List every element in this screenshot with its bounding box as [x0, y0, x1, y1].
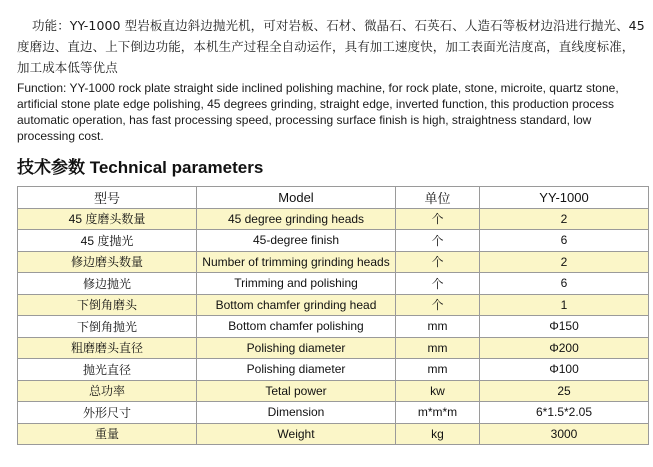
table-row: [18, 208, 649, 230]
technical-parameters-table: [17, 186, 649, 445]
cell-unit: 个: [396, 294, 480, 316]
table-row: [18, 423, 649, 445]
cell-cn: 重量: [18, 423, 197, 445]
cell-en: 45 degree grinding heads: [197, 208, 396, 230]
cell-unit: mm: [396, 359, 480, 381]
cell-unit: 个: [396, 230, 480, 252]
table-row: [18, 380, 649, 402]
table-row: [18, 294, 649, 316]
cell-en: Tetal power: [197, 380, 396, 402]
cell-value: 1: [480, 294, 649, 316]
table-row: [18, 230, 649, 252]
cell-en: Bottom chamfer polishing: [197, 316, 396, 338]
cell-unit: mm: [396, 337, 480, 359]
header-en: Model: [197, 187, 396, 209]
cell-en: Trimming and polishing: [197, 273, 396, 295]
cell-value: 3000: [480, 423, 649, 445]
table-row: [18, 316, 649, 338]
cell-en: Number of trimming grinding heads: [197, 251, 396, 273]
cell-unit: 个: [396, 251, 480, 273]
cell-unit: mm: [396, 316, 480, 338]
cell-cn: 总功率: [18, 380, 197, 402]
cell-cn: 外形尺寸: [18, 402, 197, 424]
header-unit: 单位: [396, 187, 480, 209]
cell-value: Φ150: [480, 316, 649, 338]
cell-value: Φ100: [480, 359, 649, 381]
intro-chinese-text: 功能：YY-1000 型岩板直边斜边抛光机，可对岩板、石材、微晶石、石英石、人造石等板材边沿进行抛光、45度磨边、直边、上下倒边功能，本机生产过程全自动运作，具有加工速度快，加工表面光洁度高，直线度标准，加工成本低等优点: [17, 18, 645, 75]
cell-value: 6: [480, 230, 649, 252]
cell-value: 2: [480, 208, 649, 230]
cell-en: Weight: [197, 423, 396, 445]
cell-unit: kg: [396, 423, 480, 445]
table-row: [18, 359, 649, 381]
header-value: YY-1000: [480, 187, 649, 209]
cell-en: Dimension: [197, 402, 396, 424]
table-row: [18, 251, 649, 273]
cell-unit: 个: [396, 273, 480, 295]
cell-value: 25: [480, 380, 649, 402]
cell-cn: 下倒角磨头: [18, 294, 197, 316]
cell-value: 2: [480, 251, 649, 273]
cell-cn: 45 度磨头数量: [18, 208, 197, 230]
cell-en: Polishing diameter: [197, 337, 396, 359]
cell-unit: kw: [396, 380, 480, 402]
cell-en: 45-degree finish: [197, 230, 396, 252]
cell-cn: 下倒角抛光: [18, 316, 197, 338]
cell-cn: 45 度抛光: [18, 230, 197, 252]
cell-cn: 修边磨头数量: [18, 251, 197, 273]
intro-english-text: Function: YY-1000 rock plate straight side inclined polishing machine, for rock plate, stone, microite, quartz stone, artificial stone plate edge polishing, 45 degrees grinding, straight edge, inverted function, this production process automatic operation, has fast processing speed, processing surface finish is high, straightness standard, low processing cost.: [17, 81, 619, 143]
cell-value: 6: [480, 273, 649, 295]
cell-en: Bottom chamfer grinding head: [197, 294, 396, 316]
cell-unit: 个: [396, 208, 480, 230]
table-row: [18, 337, 649, 359]
cell-cn: 抛光直径: [18, 359, 197, 381]
cell-value: 6*1.5*2.05: [480, 402, 649, 424]
header-cn: 型号: [18, 187, 197, 209]
table-row: [18, 273, 649, 295]
cell-en: Polishing diameter: [197, 359, 396, 381]
section-title: 技术参数 Technical parameters: [17, 158, 264, 177]
cell-unit: m*m*m: [396, 402, 480, 424]
cell-cn: 修边抛光: [18, 273, 197, 295]
cell-value: Φ200: [480, 337, 649, 359]
cell-cn: 粗磨磨头直径: [18, 337, 197, 359]
table-header-row: [18, 187, 649, 209]
table-row: [18, 402, 649, 424]
